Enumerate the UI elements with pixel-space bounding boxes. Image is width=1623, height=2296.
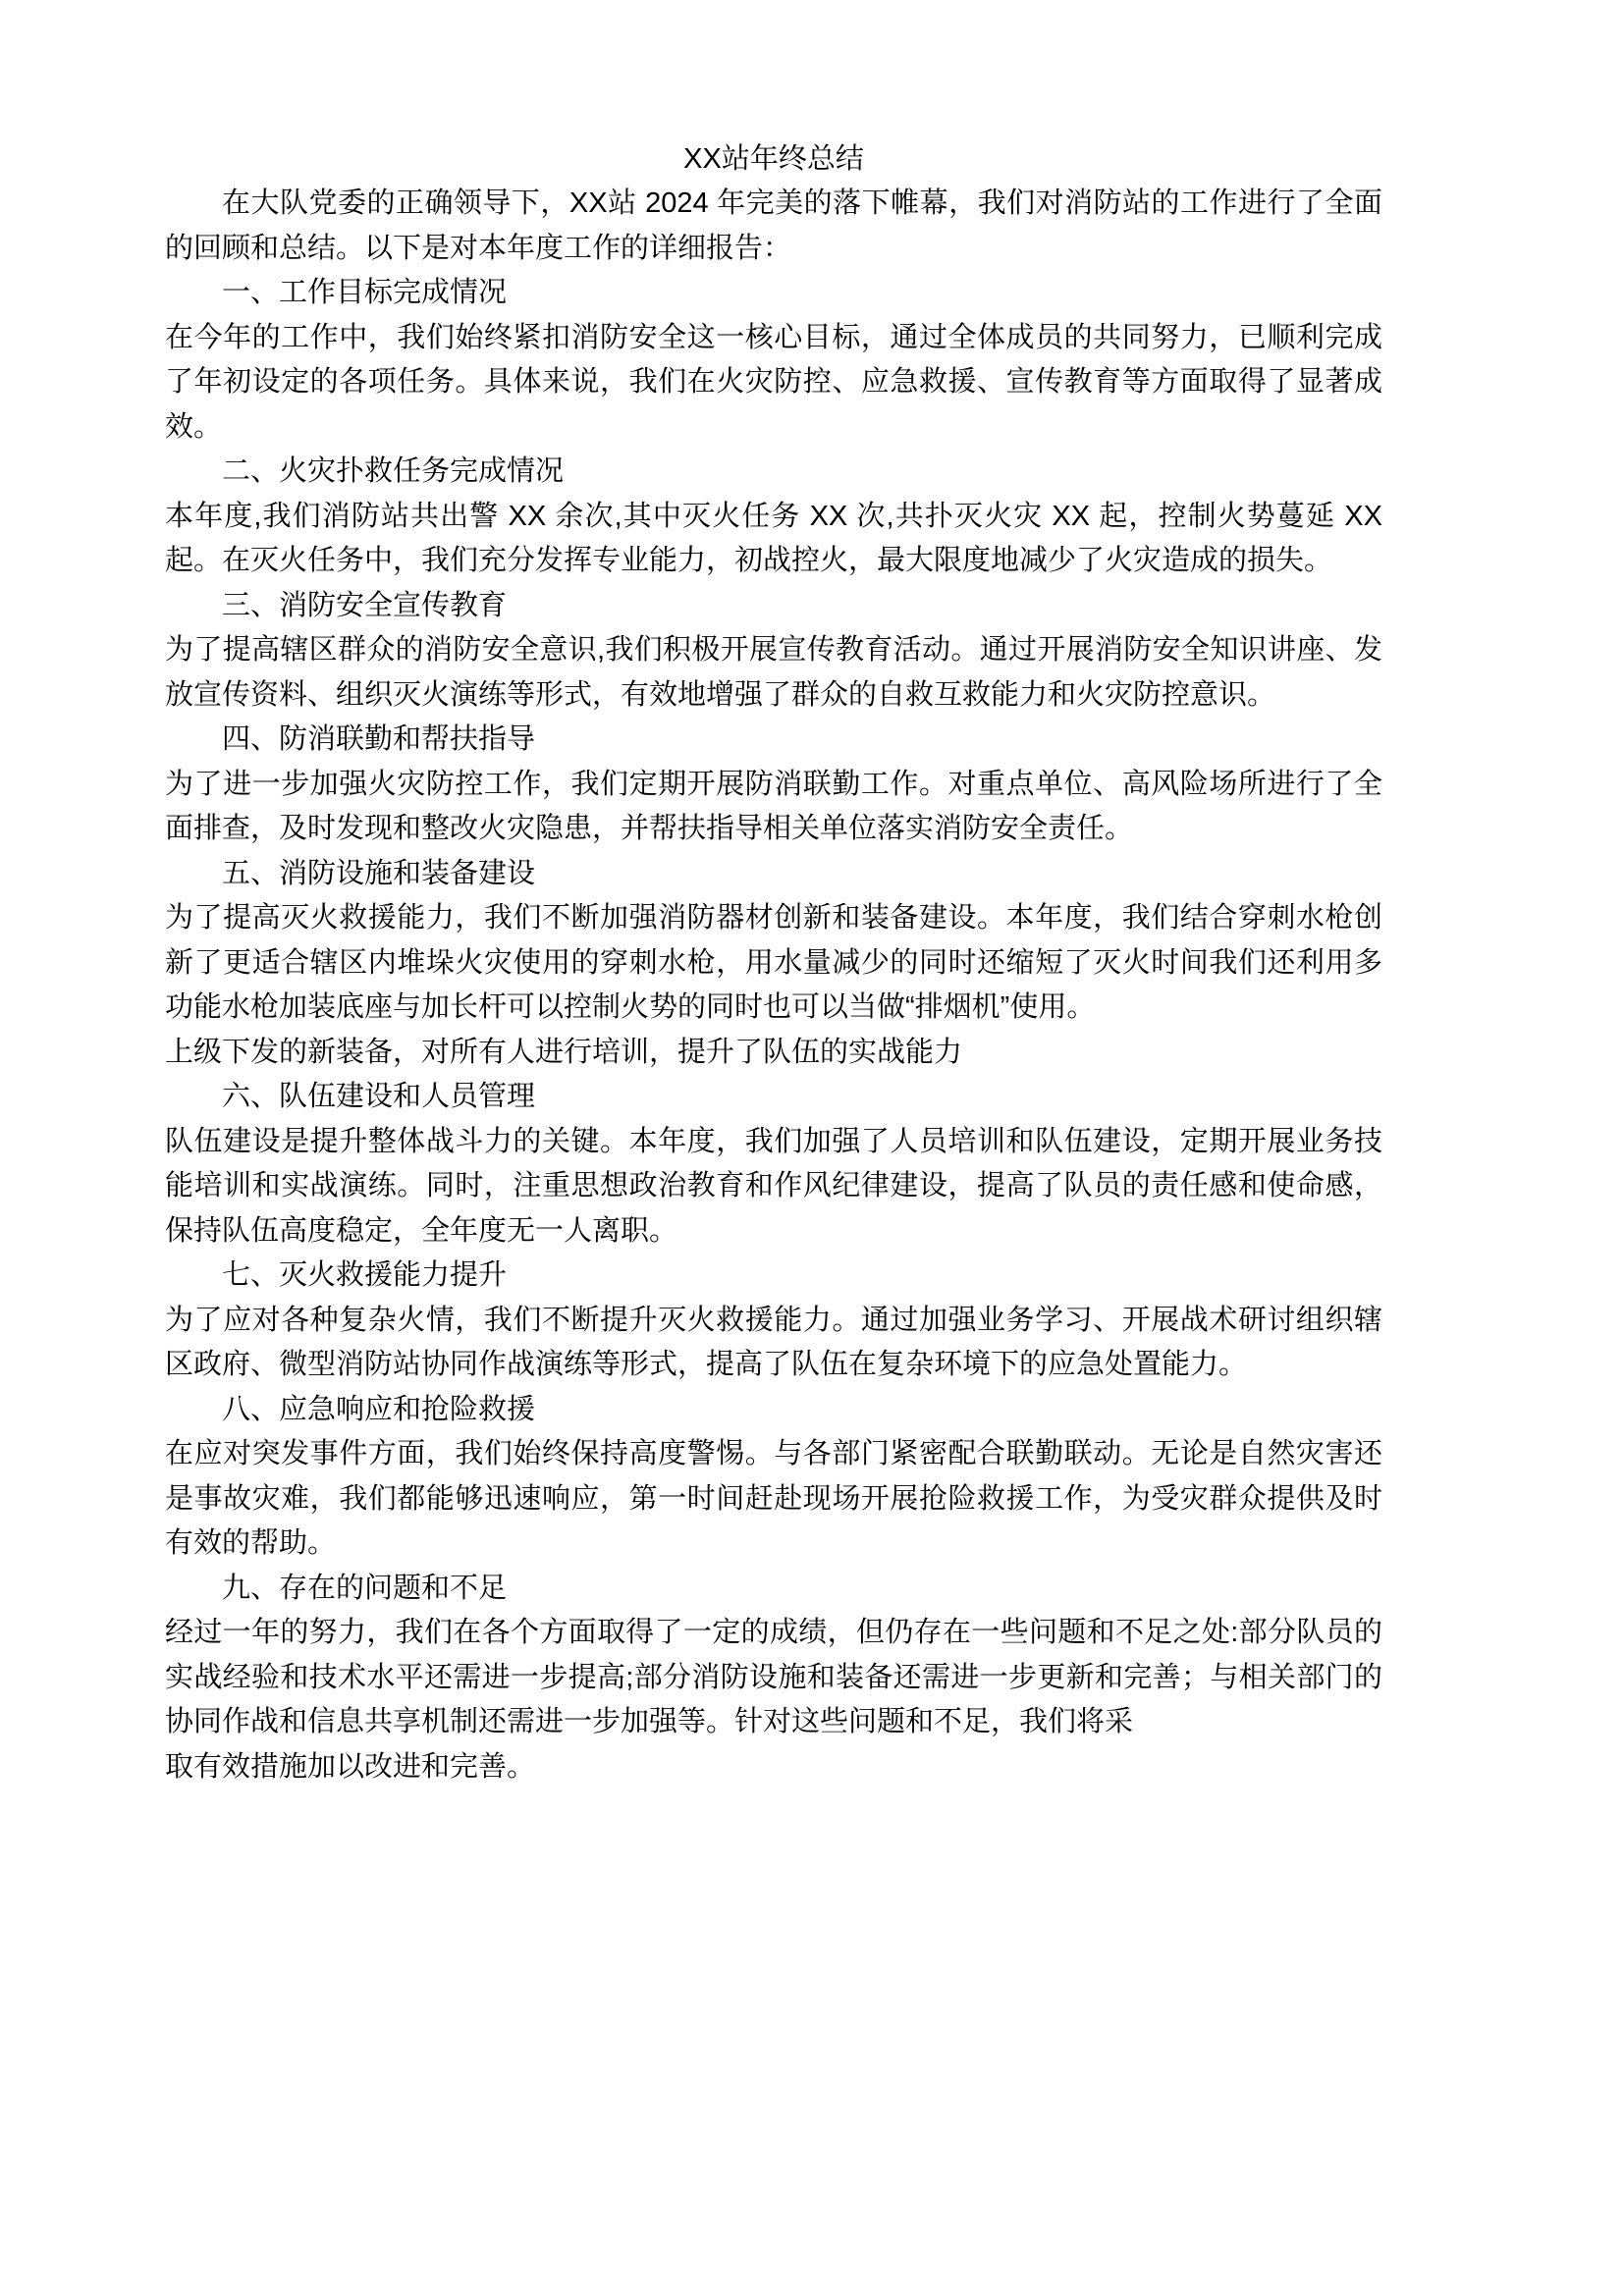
- section-heading-8: 八、应急响应和抢险救援: [222, 1393, 536, 1425]
- section-heading-4: 四、防消联勤和帮扶指导: [222, 723, 536, 755]
- section-heading-1: 一、工作目标完成情况: [222, 277, 508, 308]
- section-body-9-extra: 取有效措施加以改进和完善。: [165, 1750, 536, 1783]
- section-heading-2: 二、火灾扑救任务完成情况: [222, 455, 565, 487]
- section-heading-7: 七、灭火救援能力提升: [222, 1259, 508, 1291]
- intro-paragraph: 在大队党委的正确领导下，XX站 2024 年完美的落下帷幕，我们对消防站的工作进行了全面的回顾和总结。以下是对本年度工作的详细报告：: [165, 187, 1382, 264]
- section-body-4: 为了进一步加强火灾防控工作，我们定期开展防消联勤工作。对重点单位、高风险场所进行了全面排查，及时发现和整改火灾隐患，并帮扶指导相关单位落实消防安全责任。: [165, 768, 1382, 844]
- section-body-2: 本年度,我们消防站共出警 XX 余次,其中灭火任务 XX 次,共扑灭火灾 XX 起，控制火势蔓延 XX 起。在灭火任务中，我们充分发挥专业能力，初战控火，最大限度地减少了火灾造成的损失。: [165, 500, 1382, 576]
- section-body-6: 队伍建设是提升整体战斗力的关键。本年度，我们加强了人员培训和队伍建设，定期开展业务技能培训和实战演练。同时，注重思想政治教育和作风纪律建设，提高了队员的责任感和使命感，保持队伍高度稳定，全年度无一人离职。: [165, 1125, 1382, 1247]
- section-heading-3: 三、消防安全宣传教育: [222, 589, 508, 621]
- document-body: [165, 137, 1382, 1789]
- section-body-5-extra: 上级下发的新装备，对所有人进行培训，提升了队伍的实战能力: [165, 1036, 963, 1068]
- section-heading-9: 九、存在的问题和不足: [222, 1572, 508, 1604]
- section-body-3: 为了提高辖区群众的消防安全意识,我们积极开展宣传教育活动。通过开展消防安全知识讲座、发放宣传资料、组织灭火演练等形式，有效地增强了群众的自救互救能力和火灾防控意识。: [165, 634, 1382, 711]
- section-heading-6: 六、队伍建设和人员管理: [222, 1081, 536, 1112]
- section-heading-5: 五、消防设施和装备建设: [222, 857, 536, 889]
- section-body-5: 为了提高灭火救援能力，我们不断加强消防器材创新和装备建设。本年度，我们结合穿刺水枪创新了更适合辖区内堆垛火灾使用的穿刺水枪，用水量减少的同时还缩短了灭火时间我们还利用多功能水枪加装底座与加长杆可以控制火势的同时也可以当做“排烟机”使用。: [165, 902, 1382, 1023]
- section-body-7: 为了应对各种复杂火情，我们不断提升灭火救援能力。通过加强业务学习、开展战术研讨组织辖区政府、微型消防站协同作战演练等形式，提高了队伍在复杂环境下的应急处置能力。: [165, 1304, 1382, 1380]
- section-body-9: 经过一年的努力，我们在各个方面取得了一定的成绩，但仍存在一些问题和不足之处:部分队员的实战经验和技术水平还需进一步提高;部分消防设施和装备还需进一步更新和完善；与相关部门的协同作战和信息共享机制还需进一步加强等。针对这些问题和不足，我们将采: [165, 1617, 1382, 1737]
- section-body-8: 在应对突发事件方面，我们始终保持高度警惕。与各部门紧密配合联勤联动。无论是自然灾害还是事故灾难，我们都能够迅速响应，第一时间赶赴现场开展抢险救援工作，为受灾群众提供及时有效的帮助。: [165, 1438, 1382, 1559]
- section-body-1: 在今年的工作中，我们始终紧扣消防安全这一核心目标，通过全体成员的共同努力，已顺利完成了年初设定的各项任务。具体来说，我们在火灾防控、应急救援、宣传教育等方面取得了显著成效。: [165, 321, 1382, 443]
- page-title: XX站年终总结: [683, 143, 864, 175]
